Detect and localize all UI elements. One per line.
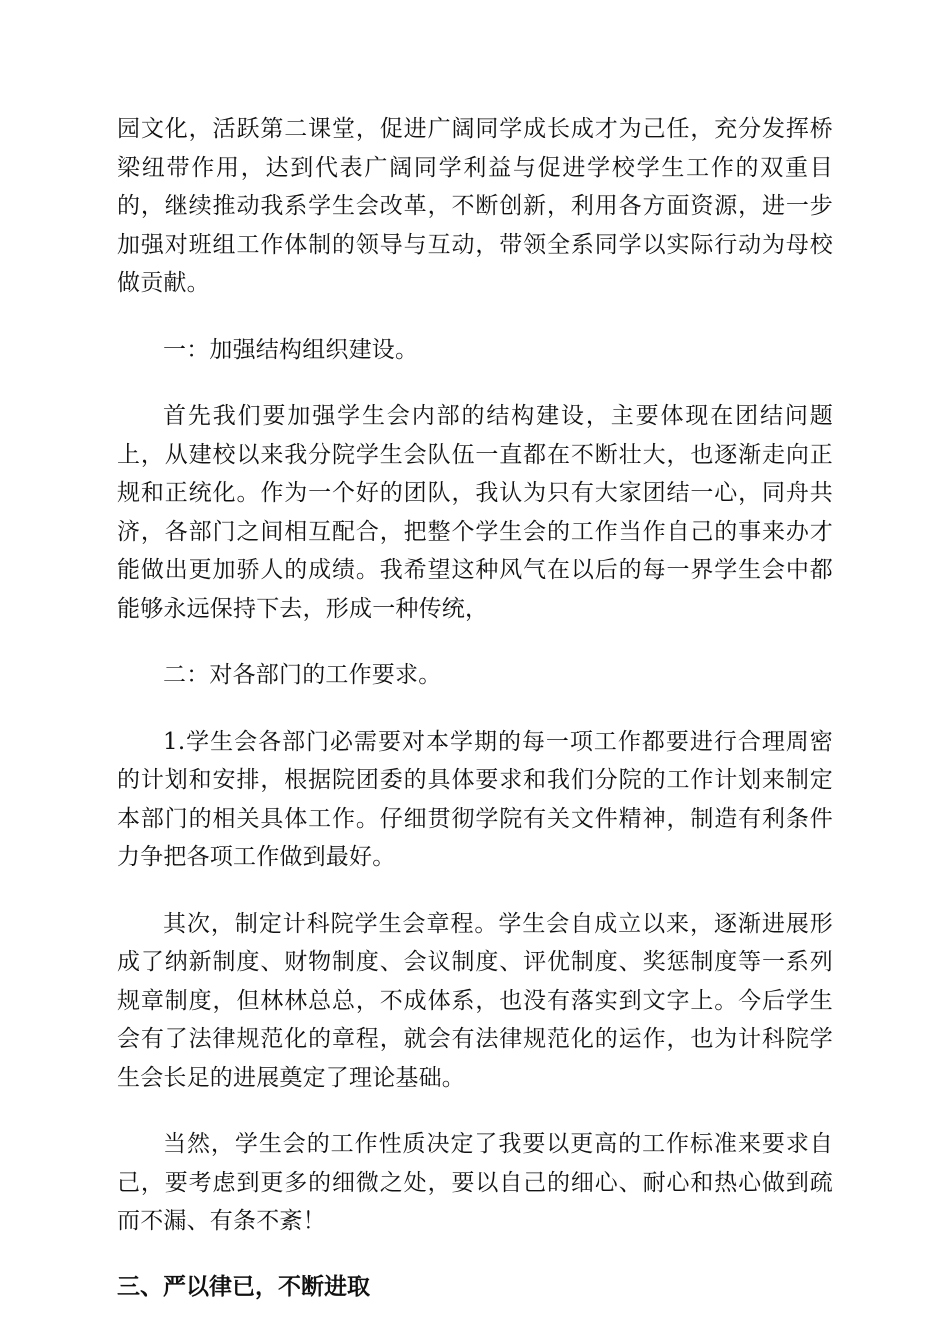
paragraph-department-planning: 1.学生会各部门必需要对本学期的每一项工作都要进行合理周密的计划和安排，根据院团委的具体要求和我们分院的工作计划来制定本部门的相关具体工作。仔细贯彻学院有关文件精神，制造有利条件力争把各项工作做到最好。 <box>117 728 833 870</box>
subheading-department-requirements: 二：对各部门的工作要求。 <box>163 662 442 688</box>
paragraph-work-standards: 当然，学生会的工作性质决定了我要以更高的工作标准来要求自己，要考虑到更多的细微之处，要以自己的细心、耐心和热心做到疏而不漏、有条不紊！ <box>117 1131 833 1234</box>
paragraph-intro-continuation: 园文化，活跃第二课堂，促进广阔同学成长成才为己任，充分发挥桥梁纽带作用，达到代表广阔同学利益与促进学校学生工作的双重目的，继续推动我系学生会改革，不断创新，利用各方面资源，进一步加强对班组工作体制的领导与互动，带领全系同学以实际行动为母校做贡献。 <box>117 116 833 296</box>
document-body <box>117 110 833 1306</box>
paragraph-charter: 其次，制定计科院学生会章程。学生会自成立以来，逐渐进展形成了纳新制度、财物制度、会议制度、评优制度、奖惩制度等一系列规章制度，但林林总总，不成体系，也没有落实到文字上。今后学生会有了法律规范化的章程，就会有法律规范化的运作，也为计科院学生会长足的进展奠定了理论基础。 <box>117 910 833 1091</box>
subheading-structure: 一：加强结构组织建设。 <box>163 336 419 363</box>
paragraph-structure-building: 首先我们要加强学生会内部的结构建设，主要体现在团结问题上，从建校以来我分院学生会队伍一直都在不断壮大，也逐渐走向正规和正统化。作为一个好的团队，我认为只有大家团结一心，同舟共济，各部门之间相互配合，把整个学生会的工作当作自己的事来办才能做出更加骄人的成绩。我希望这种风气在以后的每一界学生会中都能够永远保持下去，形成一种传统， <box>117 403 833 622</box>
section-heading: 三、严以律已，不断进取 <box>117 1273 370 1300</box>
